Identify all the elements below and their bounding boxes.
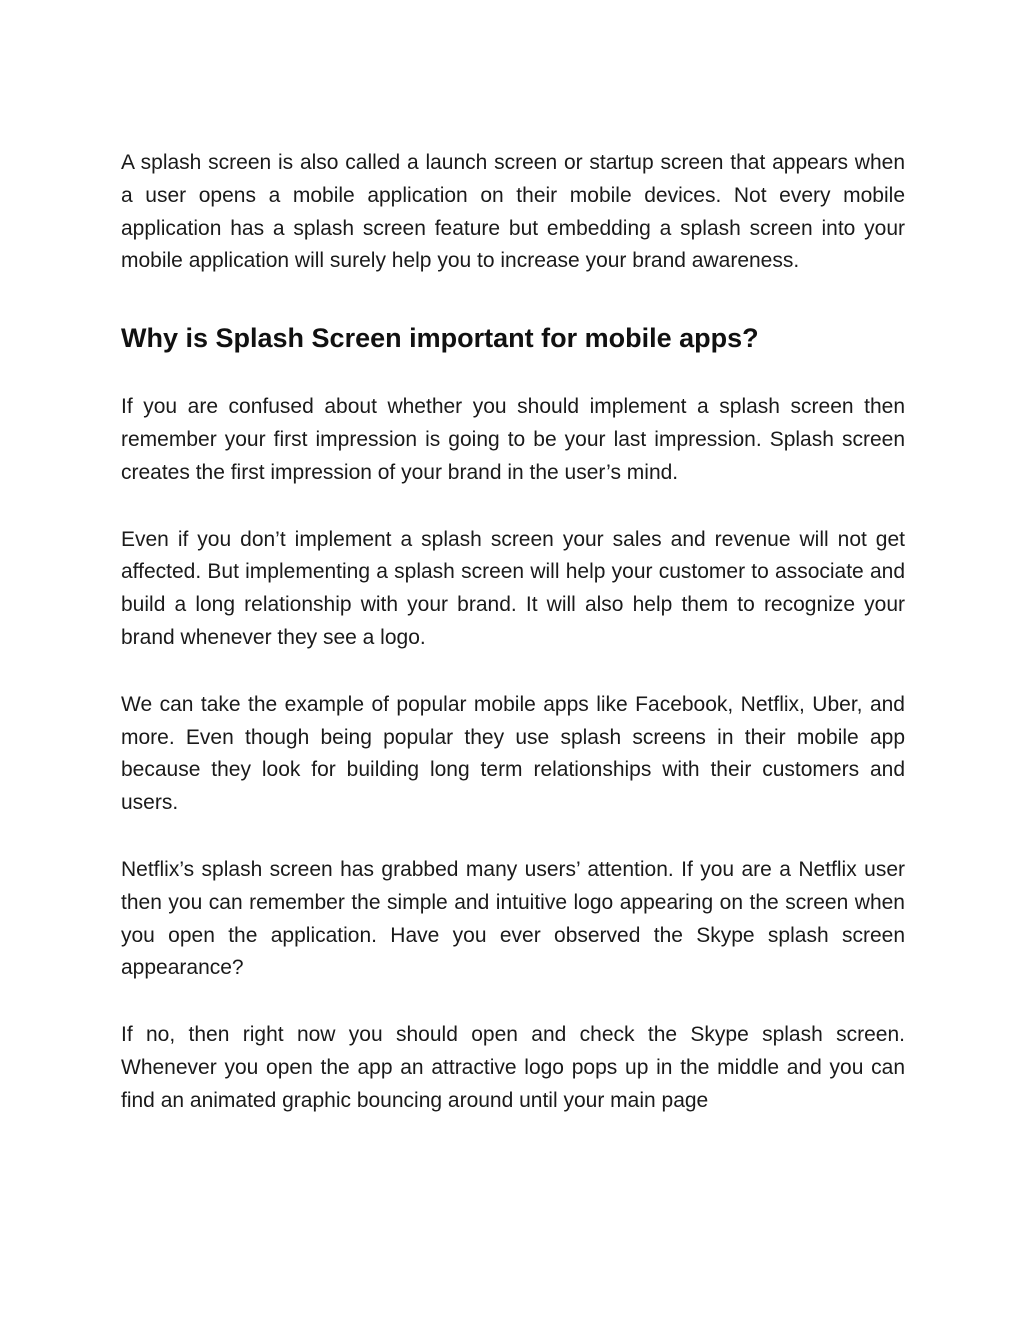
body-paragraph-4: Netflix’s splash screen has grabbed many users’ attention. If you are a Netflix user then you can remember the simple and intuitive logo appearing on the screen when you open the application. Have you ever observed the Skype splash screen appearance? <box>121 857 905 980</box>
body-paragraph-5: If no, then right now you should open and check the Skype splash screen. Whenever you open the app an attractive logo pops up in the middle and you can find an animated graphic bouncing around until your main page <box>121 1023 905 1112</box>
section-heading: Why is Splash Screen important for mobile apps? <box>121 323 759 354</box>
document-page <box>121 147 905 1118</box>
intro-paragraph: A splash screen is also called a launch screen or startup screen that appears when a user opens a mobile application on their mobile devices. Not every mobile application has a splash screen feature but embedding a splash screen into your mobile application will surely help you to increase your brand awareness. <box>121 151 905 273</box>
body-paragraph-1: If you are confused about whether you should implement a splash screen then remember your first impression is going to be your last impression. Splash screen creates the first impression of your brand in the user’s mind. <box>121 395 905 484</box>
body-paragraph-3: We can take the example of popular mobile apps like Facebook, Netflix, Uber, and more. Even though being popular they use splash screens in their mobile app because they look for building long term relationships with their customers and users. <box>121 692 905 815</box>
body-paragraph-2: Even if you don’t implement a splash screen your sales and revenue will not get affected. But implementing a splash screen will help your customer to associate and build a long relationship with your brand. It will also help them to recognize your brand whenever they see a logo. <box>121 527 905 649</box>
